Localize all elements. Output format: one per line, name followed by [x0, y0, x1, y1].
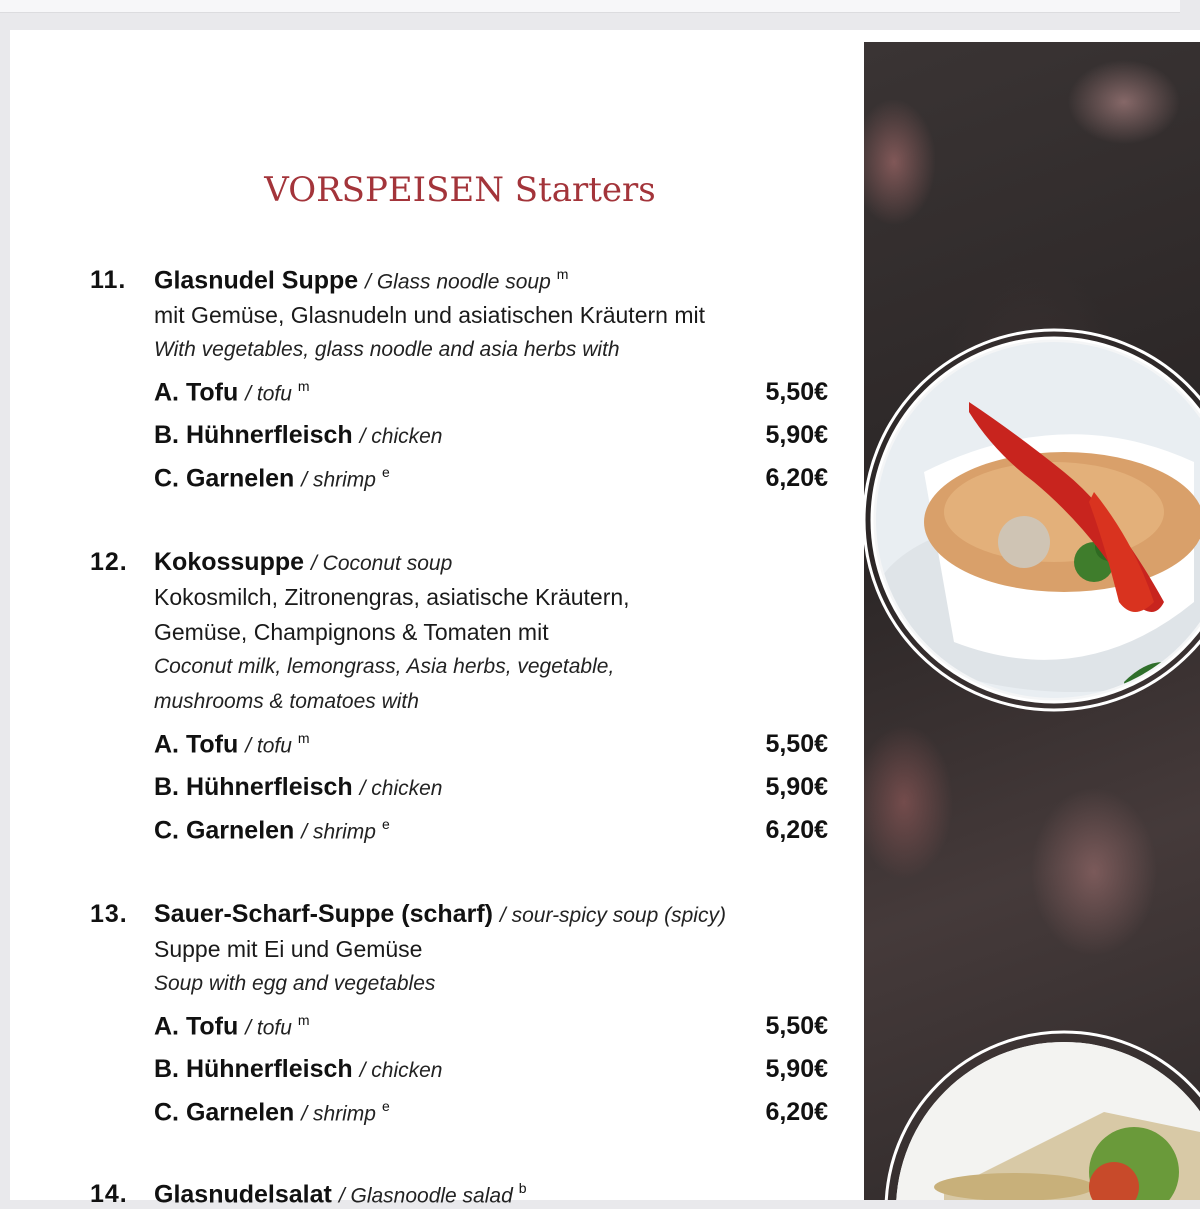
- item-number: 14.: [90, 1180, 128, 1208]
- variant-price: 6,20€: [765, 1098, 828, 1126]
- item-name-en: / sour-spicy soup (spicy): [499, 904, 726, 927]
- item-title: [154, 266, 568, 295]
- allergen-code: e: [381, 816, 390, 832]
- variant-price: 5,50€: [765, 730, 828, 758]
- variant-chicken: [154, 1055, 442, 1084]
- item-name-de: Glasnudel Suppe: [154, 266, 359, 295]
- variant-price: 5,50€: [765, 378, 828, 406]
- allergen-code: m: [297, 378, 310, 394]
- variant-price: 5,90€: [765, 421, 828, 449]
- variant-en: / tofu: [245, 734, 292, 758]
- variant-price: 5,90€: [765, 1055, 828, 1083]
- item-name-en: / Glasnoodle salad: [338, 1184, 513, 1208]
- food-photos: [864, 42, 1200, 1200]
- variant-shrimp: [154, 464, 390, 493]
- variant-tofu: [154, 730, 310, 759]
- variant-en: / tofu: [245, 1016, 292, 1040]
- item-number: 11.: [90, 266, 127, 294]
- item-description-en: mushrooms & tomatoes with: [154, 690, 419, 713]
- variant-price: 6,20€: [765, 816, 828, 844]
- item-description-en: With vegetables, glass noodle and asia herbs with: [154, 338, 620, 361]
- item-number: 12.: [90, 548, 128, 576]
- variant-label: A. Tofu: [154, 378, 239, 407]
- item-title: [154, 1180, 527, 1209]
- item-description-de: mit Gemüse, Glasnudeln und asiatischen Kräutern mit: [154, 302, 705, 328]
- item-description-de: Kokosmilch, Zitronengras, asiatische Kräutern,: [154, 584, 630, 610]
- item-name-en: / Glass noodle soup: [365, 270, 551, 294]
- item-title: [154, 900, 726, 929]
- variant-tofu: [154, 378, 310, 407]
- item-name-de: Kokossuppe: [154, 548, 305, 576]
- variant-price: 6,20€: [765, 464, 828, 492]
- allergen-code: m: [556, 266, 569, 282]
- variant-chicken: [154, 773, 442, 802]
- variant-label: A. Tofu: [154, 730, 239, 759]
- variant-en: / shrimp: [301, 1102, 376, 1126]
- variant-label: B. Hühnerfleisch: [154, 773, 353, 801]
- allergen-code: b: [518, 1180, 527, 1196]
- allergen-code: e: [381, 464, 390, 480]
- variant-chicken: [154, 421, 442, 450]
- variant-label: C. Garnelen: [154, 464, 295, 493]
- section-title: VORSPEISEN Starters: [264, 170, 656, 210]
- variant-label: C. Garnelen: [154, 1098, 295, 1127]
- allergen-code: m: [297, 730, 310, 746]
- variant-shrimp: [154, 816, 390, 845]
- variant-en: / chicken: [359, 1059, 443, 1082]
- variant-label: A. Tofu: [154, 1012, 239, 1041]
- allergen-code: e: [381, 1098, 390, 1114]
- item-name-de: Glasnudelsalat: [154, 1180, 332, 1209]
- variant-label: B. Hühnerfleisch: [154, 1055, 353, 1083]
- item-number: 13.: [90, 900, 128, 928]
- variant-en: / shrimp: [301, 468, 376, 492]
- variant-en: / tofu: [245, 382, 292, 406]
- variant-price: 5,50€: [765, 1012, 828, 1040]
- item-name-en: / Coconut soup: [310, 552, 453, 575]
- item-name-de: Sauer-Scharf-Suppe (scharf): [154, 900, 493, 928]
- variant-en: / chicken: [359, 425, 443, 448]
- variant-label: C. Garnelen: [154, 816, 295, 845]
- variant-tofu: [154, 1012, 310, 1041]
- item-description-de: Suppe mit Ei und Gemüse: [154, 936, 423, 962]
- variant-en: / chicken: [359, 777, 443, 800]
- item-title: [154, 548, 452, 577]
- variant-en: / shrimp: [301, 820, 376, 844]
- item-description-de: Gemüse, Champignons & Tomaten mit: [154, 619, 549, 645]
- browser-top-bar: [0, 0, 1180, 13]
- item-description-en: Soup with egg and vegetables: [154, 972, 436, 995]
- allergen-code: m: [297, 1012, 310, 1028]
- variant-shrimp: [154, 1098, 390, 1127]
- variant-label: B. Hühnerfleisch: [154, 421, 353, 449]
- variant-price: 5,90€: [765, 773, 828, 801]
- item-description-en: Coconut milk, lemongrass, Asia herbs, vegetable,: [154, 655, 615, 678]
